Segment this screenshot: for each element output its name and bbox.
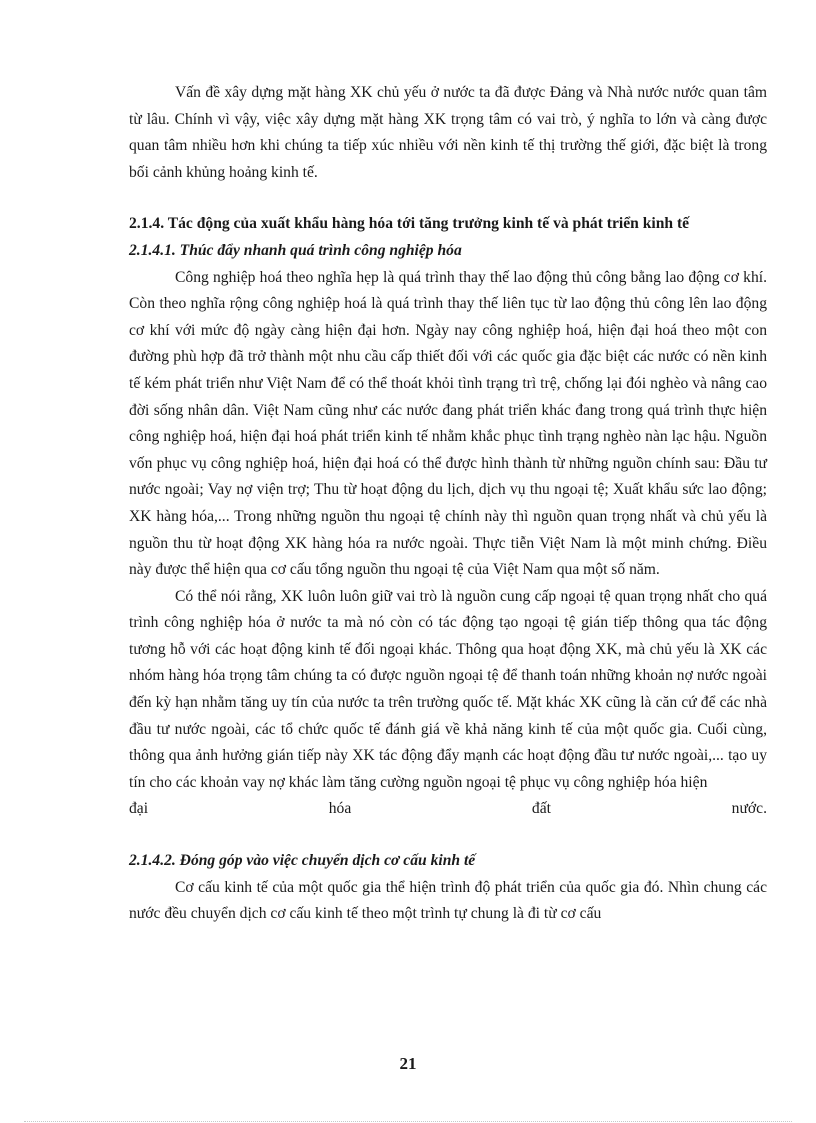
- subsection-heading-2: 2.1.4.2. Đóng góp vào việc chuyển dịch cơ cấu kinh tế: [129, 852, 476, 870]
- intro-paragraph: Vấn đề xây dựng mặt hàng XK chủ yếu ở nước ta đã được Đảng và Nhà nước nước quan tâm từ lâu. Chính vì vậy, việc xây dựng mặt hàng XK trọng tâm có vai trò, ý nghĩa to lớn và càng được quan tâm nhiều hơn khi chúng ta tiếp xúc nhiều với nền kinh tế thị trường thế giới, đặc biệt là trong bối cảnh khủng hoảng kinh tế.: [129, 84, 767, 181]
- subsection-2-paragraph-1: Cơ cấu kinh tế của một quốc gia thể hiện trình độ phát triển của quốc gia đó. Nhìn chung các nước đều chuyển dịch cơ cấu kinh tế theo một trình tự chung là đi từ cơ cấu: [129, 878, 767, 923]
- document-body: [129, 80, 767, 928]
- page-edge-divider: [24, 1121, 792, 1122]
- subsection-1-paragraph-2: Có thể nói rằng, XK luôn luôn giữ vai trò là nguồn cung cấp ngoại tệ quan trọng nhất cho quá trình công nghiệp hóa ở nước ta mà nó còn có tác động tạo ngoại tệ gián tiếp thông qua tác động tương hỗ với các hoạt động kinh tế đối ngoại khác. Thông qua hoạt động XK, mà chủ yếu là XK các nhóm hàng hóa trọng tâm chúng ta có được nguồn ngoại tệ để thanh toán những khoản nợ nước ngoài đến kỳ hạn nhằm tăng uy tín của nước ta trên trường quốc tế. Mặt khác XK cũng là căn cứ để các nhà đầu tư nước ngoài, các tổ chức quốc tế đánh giá về khả năng kinh tế của một quốc gia. Cuối cùng, thông qua ảnh hưởng gián tiếp này XK tác động đẩy mạnh các hoạt động đầu tư nước ngoài,... tạo uy tín cho các khoản vay nợ khác làm tăng cường nguồn ngoại tệ phục vụ công nghiệp hóa hiện: [129, 587, 767, 791]
- subsection-1-paragraph-1: Công nghiệp hoá theo nghĩa hẹp là quá trình thay thế lao động thủ công bằng lao động cơ khí. Còn theo nghĩa rộng công nghiệp hoá là quá trình thay thế liên tục từ lao động thủ công lên lao động cơ khí với mức độ ngày càng hiện đại hơn. Ngày nay công nghiệp hoá, hiện đại hoá theo một con đường phù hợp đã trở thành một nhu cầu cấp thiết đối với các quốc gia đặc biệt các nước có nền kinh tế kém phát triển như Việt Nam để có thể thoát khỏi tình trạng trì trệ, chống lại đói nghèo và nâng cao đời sống nhân dân. Việt Nam cũng như các nước đang phát triển khác đang trong quá trình thực hiện công nghiệp hoá, hiện đại hoá phát triển kinh tế nhằm khắc phục tình trạng nghèo nàn lạc hậu. Nguồn vốn phục vụ công nghiệp hoá, hiện đại hoá có thể được hình thành từ những nguồn chính sau: Đầu tư nước ngoài; Vay nợ viện trợ; Thu từ hoạt động du lịch, dịch vụ thu ngoại tệ; Xuất khẩu sức lao động; XK hàng hóa,... Trong những nguồn thu ngoại tệ chính này thì nguồn quan trọng nhất và chủ yếu là nguồn thu từ hoạt động XK hàng hóa ra nước ngoài. Thực tiễn Việt Nam là một minh chứng. Điều này được thể hiện qua cơ cấu tổng nguồn thu ngoại tệ của Việt Nam qua một số năm.: [129, 268, 767, 579]
- subsection-1-paragraph-2-last-line: đại hóa đất nước.: [129, 800, 767, 818]
- section-heading: 2.1.4. Tác động của xuất khẩu hàng hóa tới tăng trưởng kinh tế và phát triển kinh tế: [129, 215, 690, 233]
- subsection-heading-1: 2.1.4.1. Thúc đẩy nhanh quá trình công nghiệp hóa: [129, 241, 462, 259]
- page-number: 21: [399, 1054, 417, 1073]
